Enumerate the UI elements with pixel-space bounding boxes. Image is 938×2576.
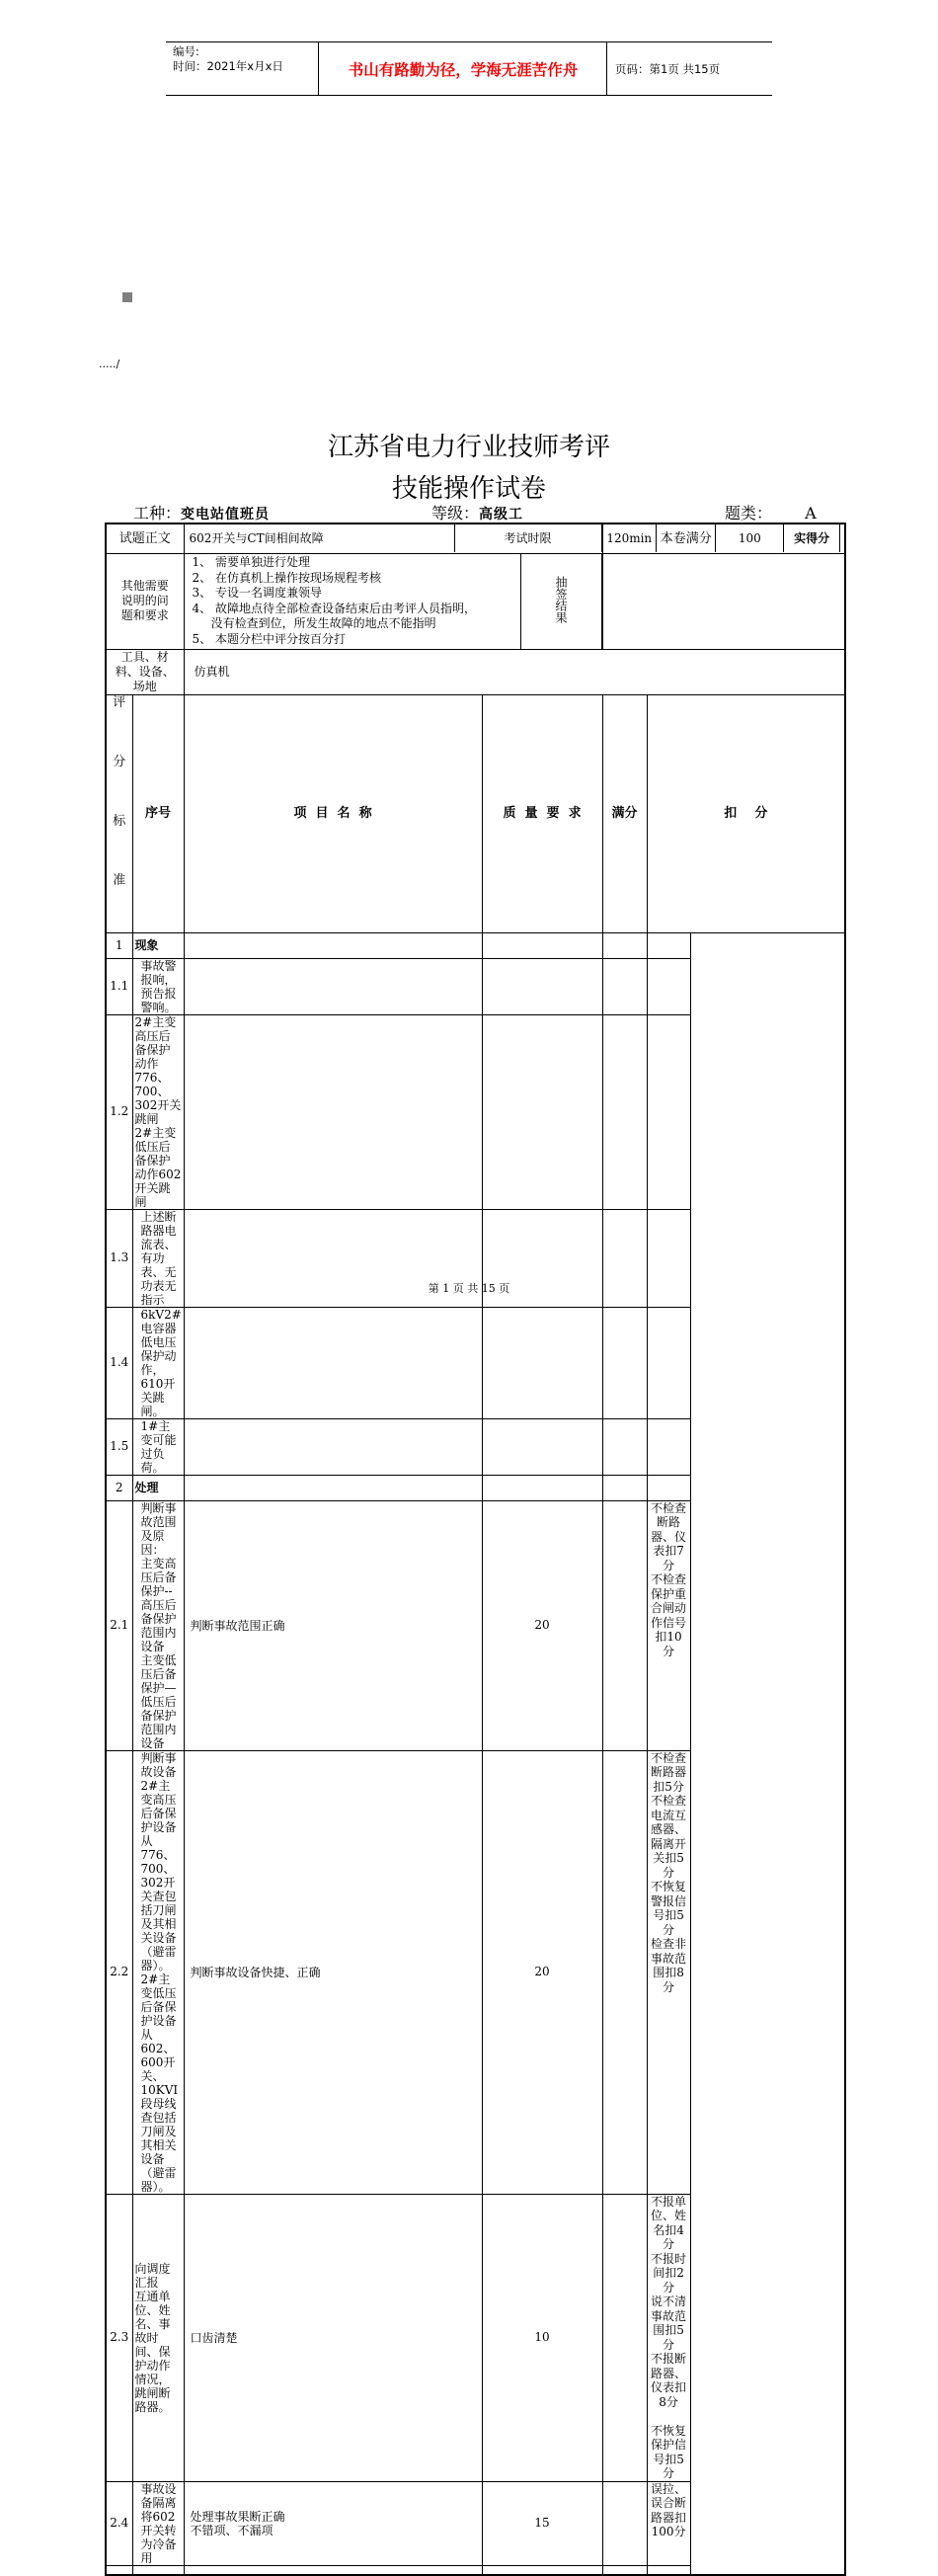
row-deduct: 不检查断路器、仪表扣7分 不检查保护重合闸动作信号扣10分	[647, 1500, 690, 1750]
row-item: 事故设备隔离 将602开关转为冷备用	[132, 2481, 184, 2565]
requirement-item: 5、 本题分栏中评分按百分打	[192, 631, 346, 646]
subject-label: 试题正文	[106, 523, 184, 553]
row-seq: 2	[106, 1475, 132, 1500]
requirement-item: 没有检查到位，所发生故障的地点不能指明	[192, 616, 436, 630]
row-quality	[184, 932, 482, 958]
row-quality: 口齿清楚	[184, 2194, 482, 2481]
row-seq: 1	[106, 932, 132, 958]
level-field	[431, 501, 523, 523]
level-value: 高级工	[479, 507, 524, 523]
page-subtitle: 技能操作试卷	[391, 474, 546, 504]
row-deduct	[647, 1475, 690, 1500]
row-seq: 2.4	[106, 2481, 132, 2565]
page-footer: 第 1 页 共 15 页	[428, 1282, 510, 1295]
table-row	[106, 1750, 845, 2194]
row-quality	[184, 958, 482, 1014]
row-seq: 1.3	[106, 1209, 132, 1307]
row-deduct-score	[602, 1014, 647, 1209]
row-quality: 判断事故设备快捷、正确	[184, 1750, 482, 2194]
row-deduct-score	[602, 1750, 647, 2194]
page-info: 页码：第1页 共15页	[615, 61, 721, 76]
grading-rows	[106, 932, 845, 2565]
row-deduct	[647, 1307, 690, 1418]
row-full	[482, 1418, 602, 1475]
square-bullet-icon	[122, 292, 132, 302]
requirement-item: 3、 专设一名调度兼领导	[192, 586, 322, 600]
document-header	[166, 41, 772, 96]
table-row	[106, 2481, 845, 2565]
exam-info-row	[602, 523, 845, 553]
row-seq: 2.2	[106, 1750, 132, 2194]
row-deduct-score	[602, 1307, 647, 1418]
grading-side-label	[106, 694, 132, 932]
tools-value: 仿真机	[184, 649, 845, 694]
header-quality: 质 量 要 求	[482, 694, 602, 932]
table-row	[106, 2194, 845, 2481]
table-row	[106, 932, 845, 958]
row-deduct: 不报单位、姓名扣4分 不报时间扣2分 说不清事故范围扣5分 不报断路器、仪表扣8分 不恢复保护信号扣5分	[647, 2194, 690, 2481]
number-label: 编号:	[173, 44, 199, 58]
row-deduct-score	[602, 932, 647, 958]
row-full: 15	[482, 2481, 602, 2565]
requirement-item: 4、 故障地点待全部检查设备结束后由考评人员指明，	[192, 601, 476, 615]
time-limit-label: 考试时限	[454, 524, 601, 552]
row-quality	[184, 1475, 482, 1500]
draw-label-cell	[520, 554, 601, 649]
row-deduct-score	[602, 2194, 647, 2481]
requirements-list	[185, 554, 521, 649]
row-seq: 1.1	[106, 958, 132, 1014]
type-field	[725, 501, 817, 523]
row-quality: 判断事故范围正确	[184, 1500, 482, 1750]
row-full: 20	[482, 1500, 602, 1750]
draw-result-value	[602, 553, 845, 649]
row-full	[482, 958, 602, 1014]
row-item: 处理	[132, 1475, 184, 1500]
requirements-label: 其他需要说明的问题和要求	[106, 553, 184, 649]
row-quality	[184, 1307, 482, 1418]
page-title: 江苏省电力行业技师考评	[327, 433, 610, 462]
subject-value: 602开关与CT间相间故障	[185, 524, 455, 552]
grading-side-text	[107, 695, 132, 888]
score-value	[840, 524, 845, 552]
row-full	[482, 932, 602, 958]
dots-text: ...../	[99, 358, 120, 370]
exam-table	[105, 523, 846, 2576]
row-deduct-score	[602, 2481, 647, 2565]
row-deduct-score	[602, 1500, 647, 1750]
time-limit-value: 120min	[603, 524, 657, 552]
side-label-char: 分	[113, 754, 126, 769]
table-row	[106, 1014, 845, 1209]
row-deduct	[647, 1418, 690, 1475]
row-deduct-score	[602, 958, 647, 1014]
level-label: 等级：	[431, 504, 480, 523]
row-full: 10	[482, 2194, 602, 2481]
row-item: 判断事故范围及原因： 主变高压后备保护--高压后备保护范围内设备 主变低压后备保护—低压后备保护范围内设备	[132, 1500, 184, 1750]
row-item: 向调度汇报 互通单位、姓名、事故时间、保护动作情况，跳闸断路器。	[132, 2194, 184, 2481]
row-quality	[184, 1014, 482, 1209]
row-full: 20	[482, 1750, 602, 2194]
header-seq: 序号	[132, 694, 184, 932]
subject-row	[184, 523, 602, 553]
table-row	[106, 1500, 845, 1750]
requirement-item: 1、 需要单独进行处理	[192, 555, 310, 569]
row-item: 6kV2#电容器低电压保护动作，610开关跳闸。	[132, 1307, 184, 1418]
type-value: A	[805, 504, 817, 523]
side-label-char: 标	[113, 813, 126, 829]
header-full: 满分	[602, 694, 647, 932]
header-info-cell	[166, 42, 319, 95]
time-label: 时间：2021年x月x日	[173, 59, 283, 73]
row-seq: 1.4	[106, 1307, 132, 1418]
trade-field	[133, 501, 270, 523]
full-score-value: 100	[716, 524, 784, 552]
score-label: 实得分	[784, 524, 840, 552]
requirement-item: 2、 在仿真机上操作按现场规程考核	[192, 570, 381, 585]
row-item: 事故警报响，预告报警响。	[132, 958, 184, 1014]
table-row	[106, 958, 845, 1014]
table-row	[106, 1418, 845, 1475]
row-quality	[184, 1418, 482, 1475]
row-deduct-score	[602, 1475, 647, 1500]
row-seq: 1.5	[106, 1418, 132, 1475]
row-full	[482, 1475, 602, 1500]
requirements-row	[184, 553, 602, 649]
row-deduct	[647, 958, 690, 1014]
full-score-label: 本卷满分	[656, 524, 715, 552]
trade-value: 变电站值班员	[181, 507, 271, 523]
row-seq: 2.3	[106, 2194, 132, 2481]
row-deduct: 不检查断路器扣5分 不检查电流互感器、隔离开关扣5分 不恢复警报信号扣5分 检查非事故范围扣8分	[647, 1750, 690, 2194]
row-item: 2#主变高压后备保护动作776、700、302开关跳闸 2#主变低压后备保护动作602开关跳闸	[132, 1014, 184, 1209]
tools-label: 工具、材料、设备、场地	[106, 649, 184, 694]
requirements-subtable	[185, 554, 602, 649]
motto-text: 书山有路勤为径，学海无涯苦作舟	[320, 42, 607, 95]
row-deduct	[647, 932, 690, 958]
table-filler-row	[106, 2565, 845, 2575]
table-row	[106, 1475, 845, 1500]
side-label-char: 评	[113, 694, 126, 710]
row-seq: 2.1	[106, 1500, 132, 1750]
table-row	[106, 1307, 845, 1418]
row-deduct: 误拉、误合断路器扣100分	[647, 2481, 690, 2565]
row-deduct	[647, 1014, 690, 1209]
row-item: 现象	[132, 932, 184, 958]
row-item: 1#主变可能过负荷。	[132, 1418, 184, 1475]
row-seq: 1.2	[106, 1014, 132, 1209]
row-full	[482, 1307, 602, 1418]
type-label: 题类：	[725, 504, 773, 523]
exam-info-subtable	[603, 524, 845, 552]
row-deduct-score	[602, 1418, 647, 1475]
row-quality: 处理事故果断正确 不错项、不漏项	[184, 2481, 482, 2565]
trade-label: 工种：	[133, 504, 182, 523]
row-item: 判断事故设备 2#主变高压后备保护设备从776、700、302开关查包括刀闸及其相关设备（避雷器）。 2#主变低压后备保护设备从602、600开关、10KVI段母线查包括刀闸及其相关设备（避雷器）。	[132, 1750, 184, 2194]
side-label-char: 准	[113, 872, 126, 888]
requirements-items	[193, 555, 518, 647]
header-deduct: 扣 分	[647, 694, 845, 932]
draw-label: 抽签结果	[554, 575, 569, 623]
header-item: 项 目 名 称	[184, 694, 482, 932]
subject-subtable	[185, 524, 602, 552]
row-full	[482, 1014, 602, 1209]
row-item: 上述断路器电流表、有功表、无功表无指示	[132, 1209, 184, 1307]
